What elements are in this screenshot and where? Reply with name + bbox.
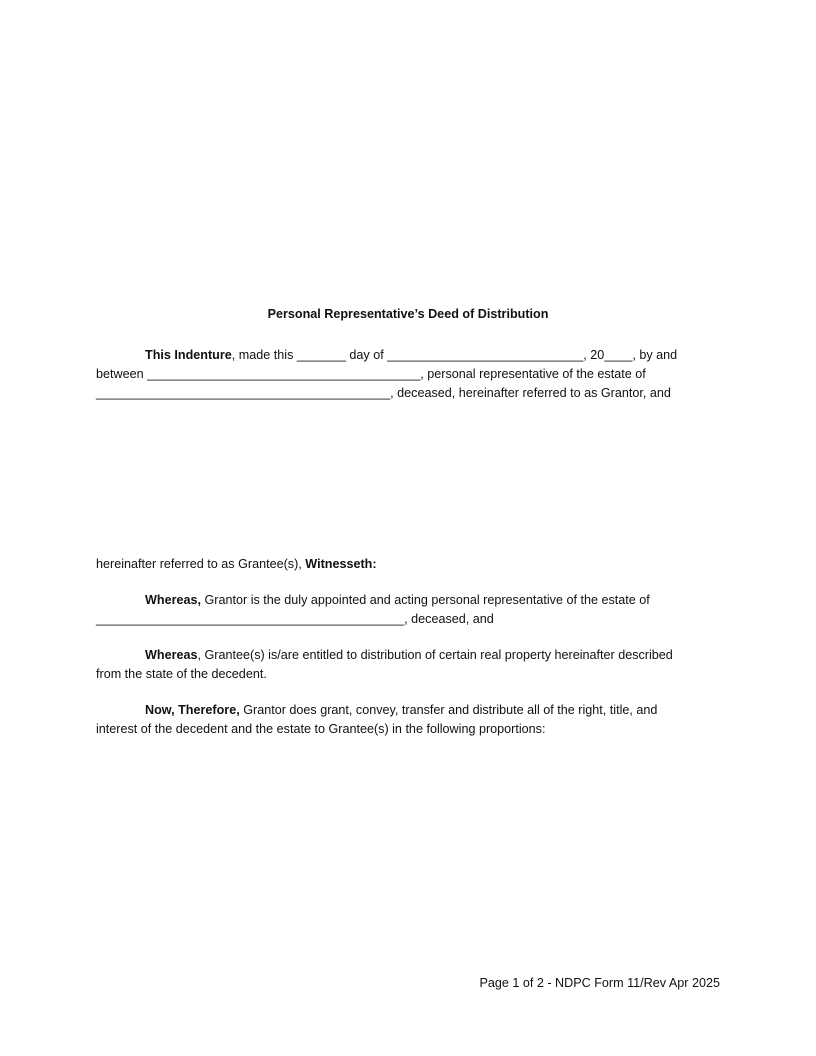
whereas-1-line-1 [145,591,745,610]
now-therefore-line-1 [145,701,745,720]
now-therefore-lead: Now, Therefore, [145,703,240,717]
witnesseth-label: Witnesseth: [305,557,377,571]
indenture-line-1-text: , made this _______ day of ____________________________, 20____, by and [231,348,678,362]
indenture-line-3: __________________________________________, deceased, hereinafter referred to as Grantor, and [96,386,671,400]
whereas-2-line-1 [145,646,745,665]
grantee-clause-text: hereinafter referred to as Grantee(s), [96,557,306,571]
indenture-line-2: between _______________________________________, personal representative of the estate of [96,367,646,381]
whereas-1-lead: Whereas, [145,593,201,607]
grantee-clause [96,555,736,574]
whereas-1-line-1-text: Grantor is the duly appointed and acting personal representative of the estate of [201,593,650,607]
whereas-1-line-2: ____________________________________________, deceased, and [96,612,494,626]
now-therefore-line-2: interest of the decedent and the estate to Grantee(s) in the following proportions: [96,722,546,736]
indenture-lead: This Indenture [145,348,232,362]
now-therefore-line-1-text: Grantor does grant, convey, transfer and distribute all of the right, title, and [239,703,658,717]
indenture-line-1 [145,346,745,365]
document-title: Personal Representative’s Deed of Distribution [267,307,549,321]
whereas-2-line-1-text: , Grantee(s) is/are entitled to distribution of certain real property hereinafter described [197,648,673,662]
whereas-2-line-2: from the state of the decedent. [96,667,267,681]
page-footer: Page 1 of 2 - NDPC Form 11/Rev Apr 2025 [479,976,720,990]
whereas-2-lead: Whereas [145,648,198,662]
